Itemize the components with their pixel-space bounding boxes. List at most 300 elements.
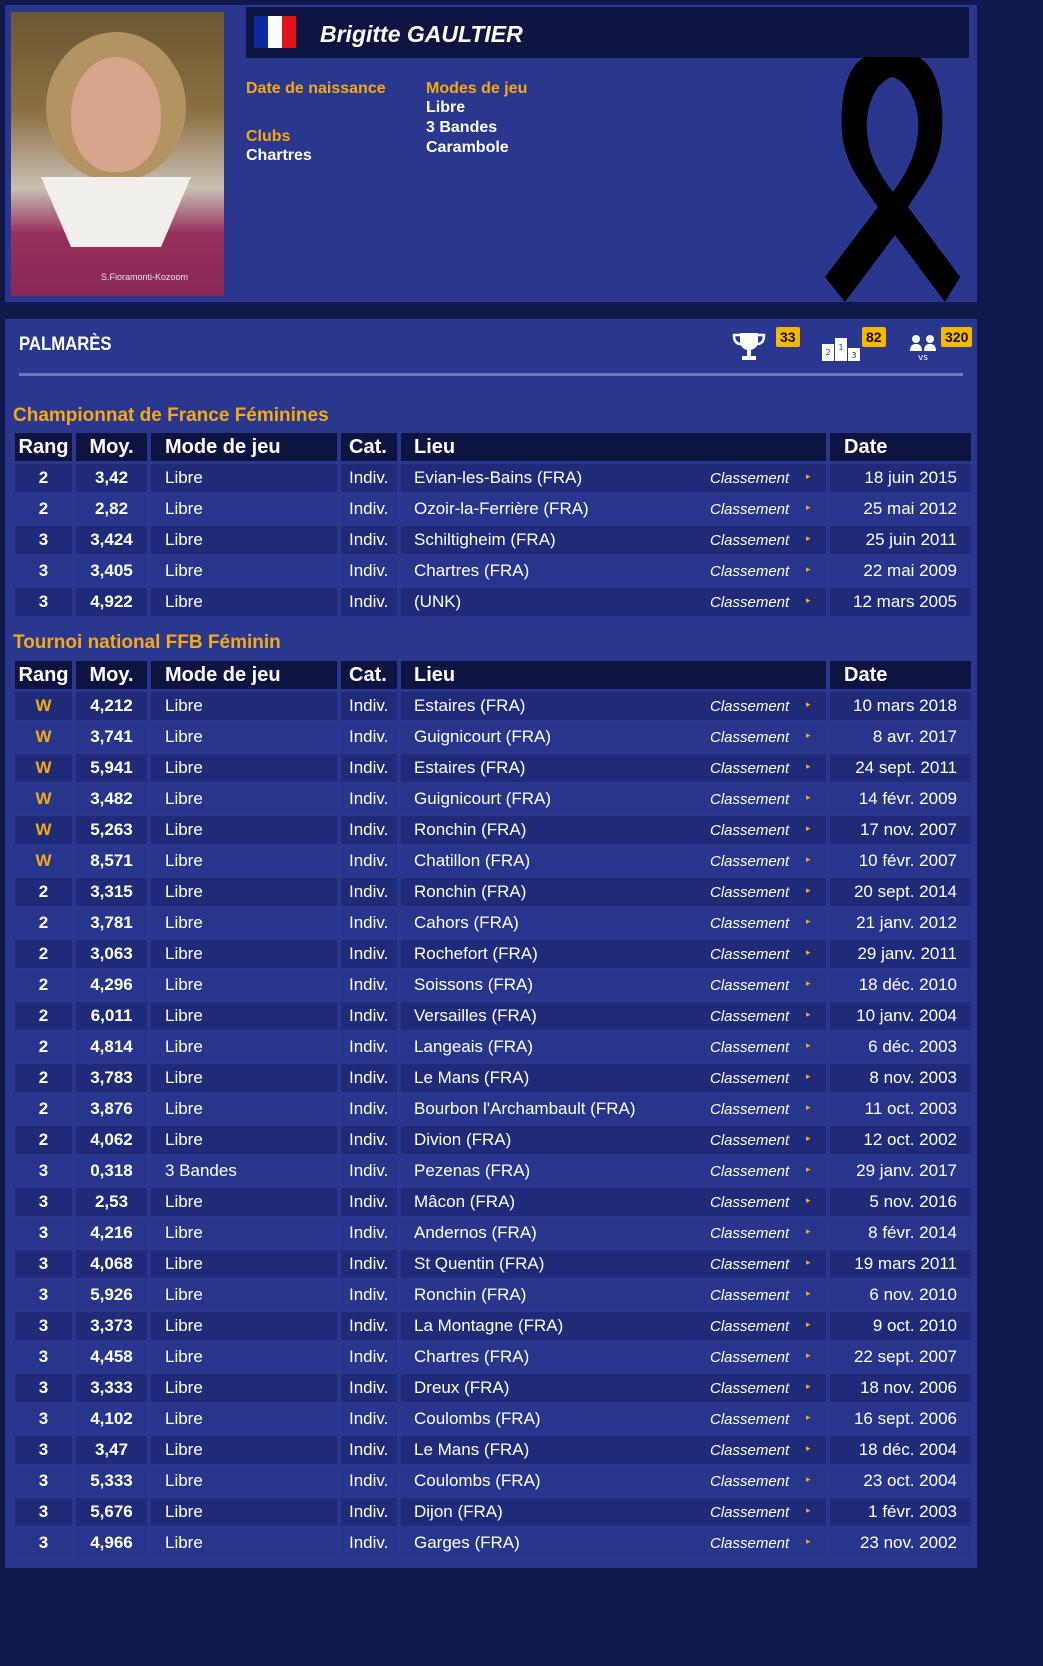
venue-link[interactable]: (UNK) <box>414 592 462 611</box>
table-row <box>15 909 971 937</box>
cell-date: 29 janv. 2011 <box>830 940 971 968</box>
table-row <box>15 847 971 875</box>
flag-stripe-blue <box>254 16 268 48</box>
cell-mode: Libre <box>151 1064 337 1092</box>
cell-lieu <box>401 1374 826 1402</box>
venue-link[interactable]: Garges (FRA) <box>414 1533 520 1552</box>
cell-moyenne: 8,571 <box>76 847 147 875</box>
cell-date: 10 janv. 2004 <box>830 1002 971 1030</box>
arrow-right-icon[interactable]: ▸ <box>806 533 811 543</box>
cell-mode: Libre <box>151 1188 337 1216</box>
cell-moyenne: 2,82 <box>76 495 147 523</box>
cell-mode: Libre <box>151 1312 337 1340</box>
cell-lieu <box>401 1250 826 1278</box>
cell-mode: Libre <box>151 1374 337 1402</box>
cell-rang: W <box>15 723 72 751</box>
cell-date: 24 sept. 2011 <box>830 754 971 782</box>
cell-categorie: Indiv. <box>341 495 397 523</box>
classement-link[interactable]: Classement <box>710 1194 790 1211</box>
cell-rang: 3 <box>15 1219 72 1247</box>
cell-categorie: Indiv. <box>341 847 397 875</box>
cell-moyenne: 3,063 <box>76 940 147 968</box>
classement-link[interactable]: Classement <box>710 1008 790 1025</box>
cell-date: 18 déc. 2004 <box>830 1436 971 1464</box>
cell-moyenne: 4,296 <box>76 971 147 999</box>
cell-mode: Libre <box>151 723 337 751</box>
photo-collar <box>41 177 191 247</box>
venue-link[interactable]: Ozoir-la-Ferrière (FRA) <box>414 499 589 518</box>
stat-podiums-count: 82 <box>862 327 886 347</box>
cell-mode: Libre <box>151 1281 337 1309</box>
cell-categorie: Indiv. <box>341 754 397 782</box>
cell-rang: W <box>15 847 72 875</box>
arrow-right-icon[interactable]: ▸ <box>806 947 811 957</box>
classement-link[interactable]: Classement <box>710 594 790 611</box>
cell-lieu <box>401 785 826 813</box>
cell-moyenne: 4,062 <box>76 1126 147 1154</box>
cell-rang: 2 <box>15 1033 72 1061</box>
cell-rang: 2 <box>15 1064 72 1092</box>
cell-lieu <box>401 692 826 720</box>
players-icon <box>907 333 939 361</box>
cell-lieu <box>401 971 826 999</box>
club-value[interactable]: Chartres <box>246 147 312 164</box>
cell-moyenne: 4,458 <box>76 1343 147 1371</box>
arrow-right-icon[interactable]: ▸ <box>806 761 811 771</box>
cell-mode: Libre <box>151 557 337 585</box>
cell-lieu <box>401 1095 826 1123</box>
arrow-right-icon[interactable]: ▸ <box>806 1288 811 1298</box>
cell-rang: 3 <box>15 526 72 554</box>
cell-mode: Libre <box>151 909 337 937</box>
cell-date: 23 nov. 2002 <box>830 1529 971 1557</box>
arrow-right-icon[interactable]: ▸ <box>806 564 811 574</box>
cell-lieu <box>401 1312 826 1340</box>
cell-date: 23 oct. 2004 <box>830 1467 971 1495</box>
arrow-right-icon[interactable]: ▸ <box>806 1319 811 1329</box>
classement-link[interactable]: Classement <box>710 791 790 808</box>
cell-lieu <box>401 588 826 616</box>
venue-link[interactable]: Bourbon l'Archambault (FRA) <box>414 1099 636 1118</box>
column-header-rang[interactable]: Rang <box>15 433 72 461</box>
classement-link[interactable]: Classement <box>710 853 790 870</box>
venue-link[interactable]: Langeais (FRA) <box>414 1037 534 1056</box>
cell-categorie: Indiv. <box>341 1312 397 1340</box>
column-header-mode[interactable]: Mode de jeu <box>151 433 337 461</box>
results-table-championnat <box>11 430 975 619</box>
cell-rang: 3 <box>15 1498 72 1526</box>
cell-rang: 3 <box>15 1281 72 1309</box>
cell-lieu <box>401 1002 826 1030</box>
arrow-right-icon[interactable]: ▸ <box>806 502 811 512</box>
cell-rang: 3 <box>15 1467 72 1495</box>
arrow-right-icon[interactable]: ▸ <box>806 1474 811 1484</box>
venue-link[interactable]: Ronchin (FRA) <box>414 820 527 839</box>
column-header-lieu[interactable]: Lieu <box>401 433 826 461</box>
stat-titles[interactable] <box>732 327 807 361</box>
venue-link[interactable]: Versailles (FRA) <box>414 1006 537 1025</box>
cell-date: 25 juin 2011 <box>830 526 971 554</box>
cell-mode: Libre <box>151 816 337 844</box>
table-row <box>15 878 971 906</box>
cell-moyenne: 4,068 <box>76 1250 147 1278</box>
table-row <box>15 1002 971 1030</box>
classement-link[interactable]: Classement <box>710 1287 790 1304</box>
cell-date: 16 sept. 2006 <box>830 1405 971 1433</box>
cell-mode: Libre <box>151 754 337 782</box>
venue-link[interactable]: La Montagne (FRA) <box>414 1316 564 1335</box>
arrow-right-icon[interactable]: ▸ <box>806 699 811 709</box>
cell-mode: Libre <box>151 1219 337 1247</box>
column-header-lieu[interactable]: Lieu <box>401 661 826 689</box>
cell-lieu <box>401 1188 826 1216</box>
cell-date: 22 sept. 2007 <box>830 1343 971 1371</box>
arrow-right-icon[interactable]: ▸ <box>806 792 811 802</box>
cell-moyenne: 3,781 <box>76 909 147 937</box>
table-row <box>15 1095 971 1123</box>
classement-link[interactable]: Classement <box>710 1256 790 1273</box>
cell-lieu <box>401 557 826 585</box>
cell-moyenne: 3,42 <box>76 464 147 492</box>
classement-link[interactable]: Classement <box>710 1380 790 1397</box>
arrow-right-icon[interactable]: ▸ <box>806 1133 811 1143</box>
arrow-right-icon[interactable]: ▸ <box>806 1412 811 1422</box>
cell-moyenne: 5,333 <box>76 1467 147 1495</box>
classement-link[interactable]: Classement <box>710 1132 790 1149</box>
table-row <box>15 1436 971 1464</box>
cell-date: 9 oct. 2010 <box>830 1312 971 1340</box>
column-header-moy[interactable]: Moy. <box>76 661 147 689</box>
classement-link[interactable]: Classement <box>710 532 790 549</box>
arrow-right-icon[interactable]: ▸ <box>806 1536 811 1546</box>
cell-categorie: Indiv. <box>341 1219 397 1247</box>
column-header-cat[interactable]: Cat. <box>341 433 397 461</box>
venue-link[interactable]: Chartres (FRA) <box>414 1347 530 1366</box>
table-row <box>15 1064 971 1092</box>
results-table-tournoi <box>11 658 975 1560</box>
cell-categorie: Indiv. <box>341 1467 397 1495</box>
table-row <box>15 464 971 492</box>
cell-rang: 3 <box>15 1188 72 1216</box>
column-header-mode[interactable]: Mode de jeu <box>151 661 337 689</box>
classement-link[interactable]: Classement <box>710 760 790 777</box>
stat-podiums[interactable] <box>820 327 900 361</box>
arrow-right-icon[interactable]: ▸ <box>806 1071 811 1081</box>
arrow-right-icon[interactable]: ▸ <box>806 1102 811 1112</box>
cell-lieu <box>401 847 826 875</box>
table-row <box>15 692 971 720</box>
cell-mode: 3 Bandes <box>151 1157 337 1185</box>
cell-lieu <box>401 754 826 782</box>
cell-date: 1 févr. 2003 <box>830 1498 971 1526</box>
cell-moyenne: 3,482 <box>76 785 147 813</box>
table-row <box>15 754 971 782</box>
cell-date: 8 nov. 2003 <box>830 1064 971 1092</box>
classement-link[interactable]: Classement <box>710 729 790 746</box>
table-row <box>15 971 971 999</box>
table-row <box>15 1219 971 1247</box>
podium-icon <box>822 337 860 361</box>
cell-rang: 2 <box>15 495 72 523</box>
table-row <box>15 1157 971 1185</box>
arrow-right-icon[interactable]: ▸ <box>806 595 811 605</box>
venue-link[interactable]: Chatillon (FRA) <box>414 851 531 870</box>
cell-moyenne: 3,783 <box>76 1064 147 1092</box>
cell-rang: 3 <box>15 1436 72 1464</box>
cell-mode: Libre <box>151 1529 337 1557</box>
arrow-right-icon[interactable]: ▸ <box>806 1505 811 1515</box>
svg-text:vs: vs <box>917 353 929 361</box>
venue-link[interactable]: Chartres (FRA) <box>414 561 530 580</box>
cell-categorie: Indiv. <box>341 1002 397 1030</box>
arrow-right-icon[interactable]: ▸ <box>806 1009 811 1019</box>
cell-mode: Libre <box>151 785 337 813</box>
cell-rang: 3 <box>15 1343 72 1371</box>
classement-link[interactable]: Classement <box>710 698 790 715</box>
cell-lieu <box>401 940 826 968</box>
arrow-right-icon[interactable]: ▸ <box>806 885 811 895</box>
arrow-right-icon[interactable]: ▸ <box>806 1381 811 1391</box>
arrow-right-icon[interactable]: ▸ <box>806 730 811 740</box>
classement-link[interactable]: Classement <box>710 884 790 901</box>
cell-rang: 3 <box>15 1312 72 1340</box>
mourning-ribbon-icon <box>820 57 965 302</box>
table-row <box>15 557 971 585</box>
table-row <box>15 1498 971 1526</box>
cell-moyenne: 4,814 <box>76 1033 147 1061</box>
venue-link[interactable]: Guignicourt (FRA) <box>414 727 551 746</box>
cell-lieu <box>401 1467 826 1495</box>
cell-rang: 3 <box>15 1529 72 1557</box>
classement-link[interactable]: Classement <box>710 1163 790 1180</box>
mode-value-libre: Libre <box>426 99 466 116</box>
venue-link[interactable]: Dijon (FRA) <box>414 1502 503 1521</box>
arrow-right-icon[interactable]: ▸ <box>806 823 811 833</box>
cell-date: 18 juin 2015 <box>830 464 971 492</box>
cell-categorie: Indiv. <box>341 1250 397 1278</box>
arrow-right-icon[interactable]: ▸ <box>806 1195 811 1205</box>
column-header-date[interactable]: Date <box>830 433 971 461</box>
cell-lieu <box>401 1281 826 1309</box>
cell-rang: 3 <box>15 588 72 616</box>
arrow-right-icon[interactable]: ▸ <box>806 471 811 481</box>
table-row <box>15 1467 971 1495</box>
cell-lieu <box>401 495 826 523</box>
classement-link[interactable]: Classement <box>710 1349 790 1366</box>
cell-categorie: Indiv. <box>341 1343 397 1371</box>
cell-rang: 2 <box>15 971 72 999</box>
cell-lieu <box>401 878 826 906</box>
column-header-moy[interactable]: Moy. <box>76 433 147 461</box>
table-row <box>15 1374 971 1402</box>
cell-date: 18 déc. 2010 <box>830 971 971 999</box>
cell-categorie: Indiv. <box>341 1095 397 1123</box>
cell-lieu <box>401 1436 826 1464</box>
classement-link[interactable]: Classement <box>710 470 790 487</box>
cell-date: 8 avr. 2017 <box>830 723 971 751</box>
arrow-right-icon[interactable]: ▸ <box>806 1443 811 1453</box>
classement-link[interactable]: Classement <box>710 915 790 932</box>
cell-categorie: Indiv. <box>341 1126 397 1154</box>
cell-categorie: Indiv. <box>341 909 397 937</box>
cell-mode: Libre <box>151 1343 337 1371</box>
classement-link[interactable]: Classement <box>710 946 790 963</box>
cell-lieu <box>401 1033 826 1061</box>
cell-categorie: Indiv. <box>341 526 397 554</box>
cell-moyenne: 3,424 <box>76 526 147 554</box>
cell-lieu <box>401 464 826 492</box>
classement-link[interactable]: Classement <box>710 1442 790 1459</box>
venue-link[interactable]: Pezenas (FRA) <box>414 1161 531 1180</box>
venue-link[interactable]: Soissons (FRA) <box>414 975 534 994</box>
table-row <box>15 940 971 968</box>
cell-lieu <box>401 526 826 554</box>
classement-link[interactable]: Classement <box>710 1504 790 1521</box>
flag-stripe-white <box>268 16 282 48</box>
classement-link[interactable]: Classement <box>710 1039 790 1056</box>
classement-link[interactable]: Classement <box>710 1535 790 1552</box>
classement-link[interactable]: Classement <box>710 1473 790 1490</box>
cell-mode: Libre <box>151 526 337 554</box>
cell-moyenne: 3,315 <box>76 878 147 906</box>
arrow-right-icon[interactable]: ▸ <box>806 1164 811 1174</box>
trophy-icon <box>732 331 766 361</box>
cell-moyenne: 4,212 <box>76 692 147 720</box>
cell-moyenne: 0,318 <box>76 1157 147 1185</box>
column-header-cat[interactable]: Cat. <box>341 661 397 689</box>
venue-link[interactable]: Estaires (FRA) <box>414 696 526 715</box>
venue-link[interactable]: St Quentin (FRA) <box>414 1254 545 1273</box>
arrow-right-icon[interactable]: ▸ <box>806 1257 811 1267</box>
cell-rang: W <box>15 754 72 782</box>
classement-link[interactable]: Classement <box>710 1225 790 1242</box>
arrow-right-icon[interactable]: ▸ <box>806 1226 811 1236</box>
cell-rang: 3 <box>15 1250 72 1278</box>
classement-link[interactable]: Classement <box>710 977 790 994</box>
cell-lieu <box>401 1498 826 1526</box>
cell-rang: 3 <box>15 1157 72 1185</box>
section-title-tournoi: Tournoi national FFB Féminin <box>13 632 281 653</box>
cell-moyenne: 5,941 <box>76 754 147 782</box>
modes-label: Modes de jeu <box>426 80 528 97</box>
classement-link[interactable]: Classement <box>710 1101 790 1118</box>
cell-lieu <box>401 1405 826 1433</box>
cell-categorie: Indiv. <box>341 785 397 813</box>
cell-date: 22 mai 2009 <box>830 557 971 585</box>
venue-link[interactable]: Le Mans (FRA) <box>414 1440 530 1459</box>
cell-moyenne: 4,922 <box>76 588 147 616</box>
venue-link[interactable]: Coulombs (FRA) <box>414 1409 541 1428</box>
clubs-label: Clubs <box>246 128 291 145</box>
cell-mode: Libre <box>151 971 337 999</box>
arrow-right-icon[interactable]: ▸ <box>806 978 811 988</box>
player-name: Brigitte GAULTIER <box>320 21 523 47</box>
cell-date: 14 févr. 2009 <box>830 785 971 813</box>
stat-matches[interactable] <box>907 327 977 361</box>
cell-moyenne: 5,926 <box>76 1281 147 1309</box>
classement-link[interactable]: Classement <box>710 501 790 518</box>
cell-lieu <box>401 909 826 937</box>
table-row <box>15 1281 971 1309</box>
arrow-right-icon[interactable]: ▸ <box>806 916 811 926</box>
venue-link[interactable]: Evian-les-Bains (FRA) <box>414 468 583 487</box>
cell-date: 10 mars 2018 <box>830 692 971 720</box>
cell-rang: W <box>15 816 72 844</box>
arrow-right-icon[interactable]: ▸ <box>806 854 811 864</box>
venue-link[interactable]: Rochefort (FRA) <box>414 944 538 963</box>
venue-link[interactable]: Divion (FRA) <box>414 1130 512 1149</box>
table-row <box>15 1405 971 1433</box>
cell-rang: 3 <box>15 1374 72 1402</box>
cell-categorie: Indiv. <box>341 464 397 492</box>
venue-link[interactable]: Le Mans (FRA) <box>414 1068 530 1087</box>
classement-link[interactable]: Classement <box>710 1411 790 1428</box>
stat-titles-count: 33 <box>776 327 800 347</box>
venue-link[interactable]: Mâcon (FRA) <box>414 1192 516 1211</box>
cell-categorie: Indiv. <box>341 1157 397 1185</box>
france-flag-icon <box>254 16 296 48</box>
classement-link[interactable]: Classement <box>710 822 790 839</box>
cell-rang: 3 <box>15 1405 72 1433</box>
column-header-rang[interactable]: Rang <box>15 661 72 689</box>
arrow-right-icon[interactable]: ▸ <box>806 1350 811 1360</box>
cell-rang: 2 <box>15 1095 72 1123</box>
classement-link[interactable]: Classement <box>710 563 790 580</box>
venue-link[interactable]: Schiltigheim (FRA) <box>414 530 556 549</box>
cell-categorie: Indiv. <box>341 1281 397 1309</box>
cell-date: 25 mai 2012 <box>830 495 971 523</box>
arrow-right-icon[interactable]: ▸ <box>806 1040 811 1050</box>
cell-moyenne: 4,966 <box>76 1529 147 1557</box>
column-header-date[interactable]: Date <box>830 661 971 689</box>
cell-date: 29 janv. 2017 <box>830 1157 971 1185</box>
table-row <box>15 816 971 844</box>
venue-link[interactable]: Cahors (FRA) <box>414 913 519 932</box>
cell-categorie: Indiv. <box>341 1033 397 1061</box>
cell-rang: W <box>15 692 72 720</box>
classement-link[interactable]: Classement <box>710 1318 790 1335</box>
cell-mode: Libre <box>151 495 337 523</box>
cell-categorie: Indiv. <box>341 1405 397 1433</box>
table-row <box>15 1343 971 1371</box>
cell-rang: 2 <box>15 909 72 937</box>
venue-link[interactable]: Andernos (FRA) <box>414 1223 537 1242</box>
cell-rang: 2 <box>15 878 72 906</box>
cell-categorie: Indiv. <box>341 1374 397 1402</box>
cell-lieu <box>401 1343 826 1371</box>
venue-link[interactable]: Estaires (FRA) <box>414 758 526 777</box>
birthdate-label: Date de naissance <box>246 80 386 97</box>
venue-link[interactable]: Ronchin (FRA) <box>414 1285 527 1304</box>
venue-link[interactable]: Guignicourt (FRA) <box>414 789 551 808</box>
cell-moyenne: 3,373 <box>76 1312 147 1340</box>
cell-moyenne: 2,53 <box>76 1188 147 1216</box>
cell-lieu <box>401 1126 826 1154</box>
cell-date: 20 sept. 2014 <box>830 878 971 906</box>
venue-link[interactable]: Dreux (FRA) <box>414 1378 510 1397</box>
venue-link[interactable]: Coulombs (FRA) <box>414 1471 541 1490</box>
cell-moyenne: 5,676 <box>76 1498 147 1526</box>
mode-value-3-bandes: 3 Bandes <box>426 119 498 136</box>
cell-lieu <box>401 1529 826 1557</box>
classement-link[interactable]: Classement <box>710 1070 790 1087</box>
palmares-title: PALMARÈS <box>19 334 112 355</box>
cell-lieu <box>401 1064 826 1092</box>
cell-rang: W <box>15 785 72 813</box>
venue-link[interactable]: Ronchin (FRA) <box>414 882 527 901</box>
cell-rang: 2 <box>15 940 72 968</box>
cell-date: 10 févr. 2007 <box>830 847 971 875</box>
